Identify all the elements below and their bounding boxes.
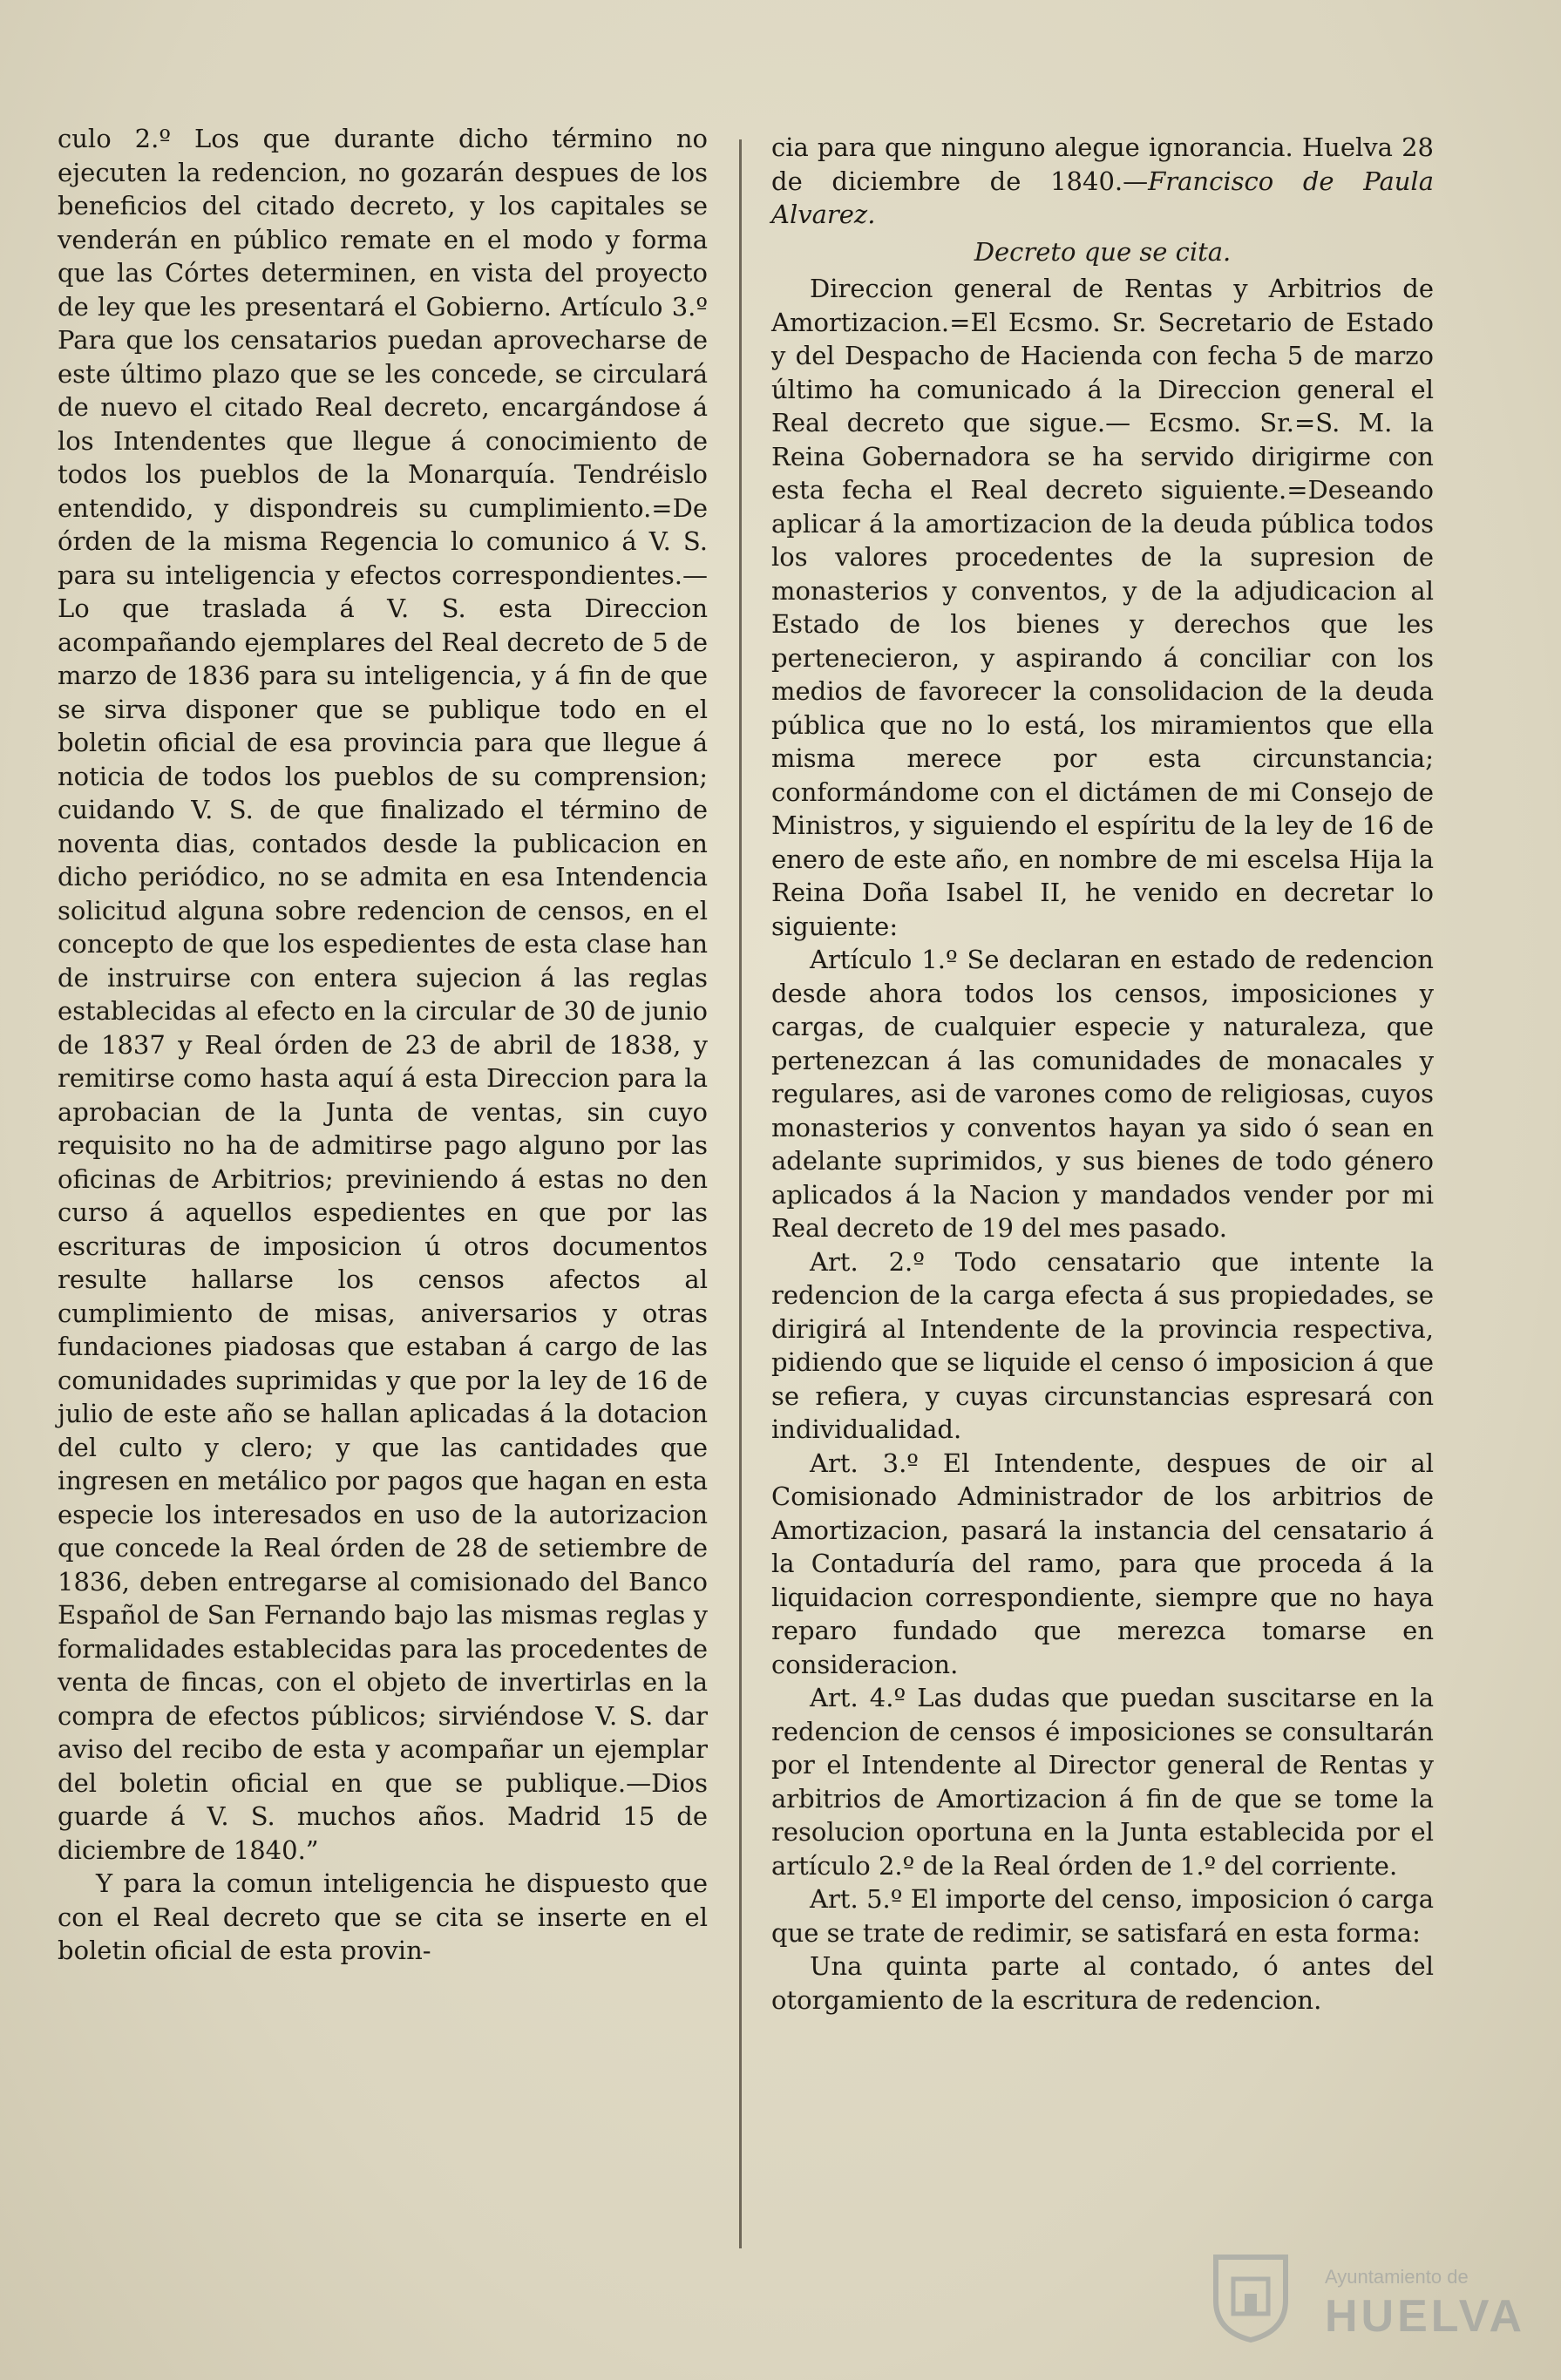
- right-column: [771, 131, 1434, 2017]
- article-4: Art. 4.º Las dudas que puedan suscitarse en la redencion de censos é imposiciones se consultarán por el Intendente al Director general de Rentas y arbitrios de Amortizacion á fin de que se tome la resolucion oportuna en la Junta establecida por el artículo 2.º de la Real órden de 1.º del corriente.: [771, 1683, 1434, 1881]
- left-paragraph: culo 2.º Los que durante dicho término no ejecuten la redencion, no gozarán despues de los beneficios del citado decreto, y los capitales se venderán en público remate en el modo y forma que las Córtes determinen, en vista del proyecto de ley que les presentará el Gobierno. Artículo 3.º Para que los censatarios puedan aprovecharse de este último plazo que se les concede, se circulará de nuevo el citado Real decreto, encargándose á los Intendentes que llegue á conocimiento de todos los pueblos de la Monarquía. Tendréislo entendido, y dispondreis su cumplimiento.=De órden de la misma Regencia lo comunico á V. S. para su inteligencia y efectos correspondientes.—Lo que traslada á V. S. esta Direccion acompañando ejemplares del Real decreto de 5 de marzo de 1836 para su inteligencia, y á fin de que se sirva disponer que se publique todo en el boletin oficial de esa provincia para que llegue á noticia de todos los pueblos de su comprension; cuidando V. S. de que finalizado el término de noventa dias, contados desde la publicacion en dicho periódico, no se admita en esa Intendencia solicitud alguna sobre redencion de censos, en el concepto de que los espedientes de esta clase han de instruirse con entera sujecion á las reglas establecidas al efecto en la circular de 30 de junio de 1837 y Real órden de 23 de abril de 1838, y remitirse como hasta aquí á esta Direccion para la aprobacian de la Junta de ventas, sin cuyo requisito no ha de admitirse pago alguno por las oficinas de Arbitrios; previniendo á estas no den curso á aquellos espedientes en que por las escrituras de imposicion ú otros documentos resulte hallarse los censos afectos al cumplimiento de misas, aniversarios y otras fundaciones piadosas que estaban á cargo de las comunidades suprimidas y que por la ley de 16 de julio de este año se hallan aplicadas á la dotacion del culto y clero; y que las cantidades que ingresen en metálico por pagos que hagan en esta especie los interesados en uso de la autorizacion que concede la Real órden de 28 de setiembre de 1836, deben entregarse al comisionado del Banco Español de San Fernando bajo las mismas reglas y formalidades establecidas para las procedentes de venta de fincas, con el objeto de invertirlas en la compra de efectos públicos; sirviéndose V. S. dar aviso del recibo de esta y acompañar un ejemplar del boletin oficial en que se publique.—Dios guarde á V. S. muchos años. Madrid 15 de diciembre de 1840.”: [58, 124, 708, 1865]
- left-paragraph: Y para la comun inteligencia he dispuesto que con el Real decreto que se cita se inserte en el boletin oficial de esta provin-: [58, 1868, 708, 1965]
- closing-text: cia para que ninguno alegue ignorancia. Huelva 28 de diciembre de 1840.—: [771, 132, 1434, 196]
- watermark-line1: Ayuntamiento de: [1325, 2266, 1469, 2288]
- decree-paragraph: Direccion general de Rentas y Arbitrios de Amortizacion.=El Ecsmo. Sr. Secretario de Estado y del Despacho de Hacienda con fecha 5 de marzo último ha comunicado á la Direccion general el Real decreto que sigue.— Ecsmo. Sr.=S. M. la Reina Gobernadora se ha servido dirigirme con esta fecha el Real decreto siguiente.=Deseando aplicar á la amortizacion de la deuda pública todos los valores procedentes de la supresion de monasterios y conventos, y de la adjudicacion al Estado de los bienes y derechos que les pertenecieron, y aspirando á conciliar con los medios de favorecer la consolidacion de la deuda pública que no lo está, los miramientos que ella misma merece por esta circunstancia; conformándome con el dictámen de mi Consejo de Ministros, y siguiendo el espíritu de la ley de 16 de enero de este año, en nombre de mi escelsa Hija la Reina Doña Isabel II, he venido en decretar lo siguiente:: [771, 274, 1434, 941]
- watermark-line2: HUELVA: [1325, 2291, 1526, 2342]
- decree-heading: Decreto que se cita.: [974, 236, 1232, 267]
- article-5-continued: Una quinta parte al contado, ó antes del otorgamiento de la escritura de redencion.: [771, 1951, 1434, 2015]
- signature: Francisco de Paula Alvarez.: [771, 166, 1434, 229]
- article-3: Art. 3.º El Intendente, despues de oir al Comisionado Administrador de los arbitrios de Amortizacion, pasará la instancia del censatario á la Contaduría del ramo, para que proceda á la liquidacion correspondiente, siempre que no haya reparo fundado que merezca tomarse en consideracion.: [771, 1448, 1434, 1679]
- closing-paragraph: [771, 131, 1434, 232]
- article-1: Artículo 1.º Se declaran en estado de redencion desde ahora todos los censos, imposiciones y cargas, de cualquier especie y naturaleza, que pertenezcan á las comunidades de monacales y regulares, asi de varones como de religiosas, cuyos monasterios y conventos hayan ya sido ó sean en adelante suprimidos, y sus bienes de todo género aplicados á la Nacion y mandados vender por mi Real decreto de 19 del mes pasado.: [771, 945, 1434, 1243]
- castle-shield-icon: [1203, 2248, 1299, 2344]
- watermark: [1203, 2248, 1526, 2353]
- article-5: Art. 5.º El importe del censo, imposicion ó carga que se trate de redimir, se satisfará en esta forma:: [771, 1884, 1434, 1948]
- article-2: Art. 2.º Todo censatario que intente la redencion de la carga efecta á sus propiedades, se dirigirá al Intendente de la provincia respectiva, pidiendo que se liquide el censo ó imposicion á que se refiera, y cuyas circunstancias espresará con individualidad.: [771, 1246, 1434, 1444]
- left-column: [58, 122, 708, 1968]
- column-divider: [739, 139, 742, 2248]
